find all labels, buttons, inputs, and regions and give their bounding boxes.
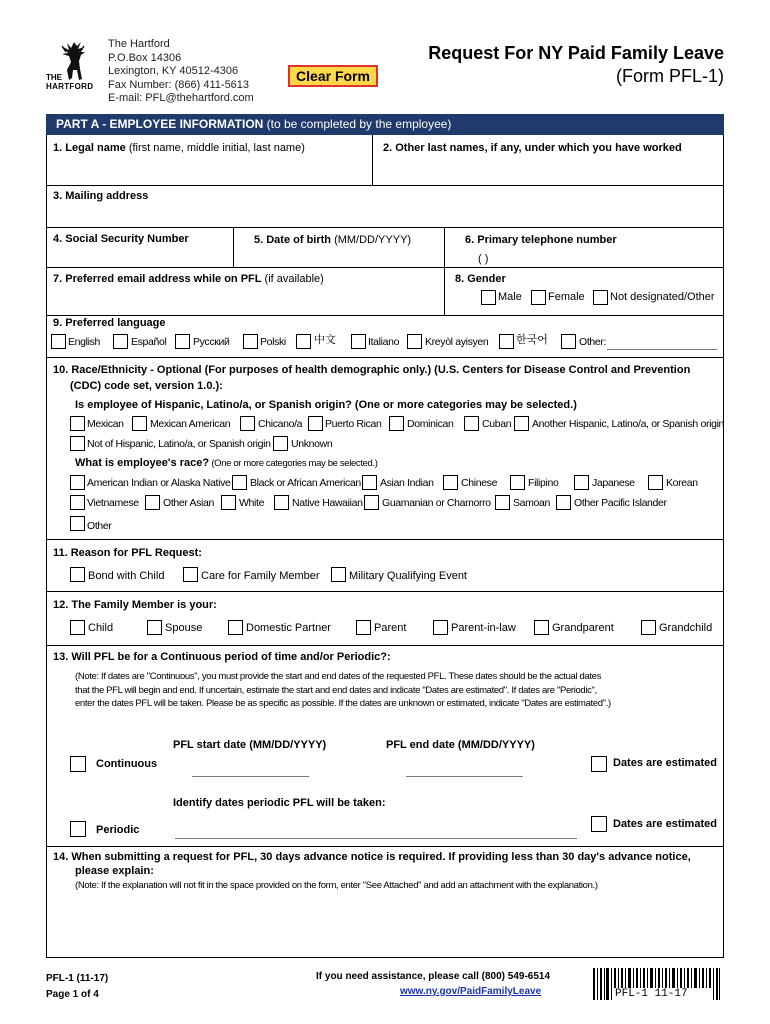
field-4-label: 4. Social Security Number — [53, 233, 189, 245]
race-japanese-checkbox[interactable] — [574, 475, 589, 490]
field-3-label: 3. Mailing address — [53, 190, 149, 202]
periodic-dates-label: Identify dates periodic PFL will be taken: — [173, 797, 386, 809]
divider — [233, 227, 234, 267]
race-option: White — [239, 497, 265, 509]
dates-estimated-label: Dates are estimated — [613, 757, 717, 769]
divider — [372, 135, 373, 185]
member-option: Parent — [374, 622, 407, 634]
race-option: Vietnamese — [87, 497, 139, 509]
divider — [46, 357, 724, 358]
field-11-label: 11. Reason for PFL Request: — [53, 547, 202, 559]
field-10-label-cont: (CDC) code set, version 1.0.): — [70, 380, 223, 392]
hisp-puerto-rican-checkbox[interactable] — [308, 416, 323, 431]
divider — [46, 645, 724, 646]
gender-female-checkbox[interactable] — [531, 290, 546, 305]
race-option: Black or African American — [250, 477, 361, 489]
lang-chinese-checkbox[interactable] — [296, 334, 311, 349]
start-date-label: PFL start date (MM/DD/YYYY) — [173, 739, 327, 751]
member-option: Domestic Partner — [246, 622, 331, 634]
reason-option: Bond with Child — [88, 570, 165, 582]
continuous-checkbox[interactable] — [70, 756, 86, 772]
lang-english-checkbox[interactable] — [51, 334, 66, 349]
end-date-input[interactable] — [406, 776, 523, 777]
footer-page-number: Page 1 of 4 — [46, 989, 99, 1000]
lang-russian-checkbox[interactable] — [175, 334, 190, 349]
barcode-text: PFL-1 11-17 — [615, 988, 688, 1000]
field-14-label: 14. When submitting a request for PFL, 30 days advance notice is required. If providing less than 30 day's advance notice, — [53, 851, 691, 863]
field-10-label: 10. Race/Ethnicity - Optional (For purposes of health demographic only.) (U.S. Centers for Disease Control and Prevention — [53, 364, 691, 376]
race-option: Japanese — [592, 477, 635, 489]
periodic-dates-input[interactable] — [175, 838, 577, 839]
member-option: Spouse — [165, 622, 203, 634]
reason-care-checkbox[interactable] — [183, 567, 198, 582]
company-line: Fax Number: (866) 411-5613 — [108, 78, 250, 91]
race-option: Native Hawaiian — [292, 497, 363, 509]
company-address — [108, 38, 254, 106]
race-option: Guamanian or Chamorro — [382, 497, 491, 509]
gender-other-checkbox[interactable] — [593, 290, 608, 305]
end-date-label: PFL end date (MM/DD/YYYY) — [386, 739, 535, 751]
hispanic-question: Is employee of Hispanic, Latino/a, or Spanish origin? (One or more categories may be selected.) — [75, 399, 577, 411]
race-other-asian-checkbox[interactable] — [145, 495, 160, 510]
lang-korean-checkbox[interactable] — [499, 334, 514, 349]
hispanic-option: Chicano/a — [258, 418, 303, 430]
divider — [46, 227, 724, 228]
language-option: 한국어 — [516, 334, 548, 346]
form-title: Request For NY Paid Family Leave — [428, 43, 724, 63]
periodic-estimated-checkbox[interactable] — [591, 816, 607, 832]
language-option: Español — [131, 336, 167, 348]
company-line: Lexington, KY 40512-4306 — [108, 65, 239, 78]
race-option: Samoan — [513, 497, 551, 509]
member-grandparent-checkbox[interactable] — [534, 620, 549, 635]
part-a-title: PART A - EMPLOYEE INFORMATION — [56, 117, 264, 131]
hispanic-option: Not of Hispanic, Latino/a, or Spanish origin — [87, 438, 271, 450]
part-a-subtitle: (to be completed by the employee) — [263, 117, 452, 131]
continuous-label: Continuous — [96, 758, 158, 770]
company-line: The Hartford — [108, 38, 170, 50]
divider — [46, 315, 724, 316]
divider — [46, 185, 724, 186]
language-option: Русский — [193, 336, 230, 348]
field-13-label: 13. Will PFL be for a Continuous period of time and/or Periodic?: — [53, 651, 391, 663]
race-option: Other Pacific Islander — [574, 497, 667, 509]
language-option: 中文 — [314, 334, 336, 346]
race-korean-checkbox[interactable] — [648, 475, 663, 490]
member-option: Grandparent — [552, 622, 614, 634]
hisp-chicano-checkbox[interactable] — [240, 416, 255, 431]
gender-option: Female — [548, 291, 585, 303]
member-option: Child — [88, 622, 114, 634]
hispanic-option: Puerto Rican — [325, 418, 382, 430]
race-samoan-checkbox[interactable] — [495, 495, 510, 510]
lang-creole-checkbox[interactable] — [407, 334, 422, 349]
member-option: Grandchild — [659, 622, 713, 634]
field-2-label: 2. Other last names, if any, under which you have worked — [383, 142, 682, 154]
hispanic-option: Unknown — [291, 438, 333, 450]
race-question: What is employee's race? (One or more categories may be selected.) — [75, 457, 378, 469]
hisp-dominican-checkbox[interactable] — [389, 416, 404, 431]
hispanic-option: Mexican American — [150, 418, 231, 430]
start-date-input[interactable] — [192, 776, 309, 777]
race-chinese-checkbox[interactable] — [443, 475, 458, 490]
language-option: English — [68, 336, 100, 348]
race-native-hawaiian-checkbox[interactable] — [274, 495, 289, 510]
footer-link[interactable]: www.ny.gov/PaidFamilyLeave — [400, 986, 542, 997]
hisp-mexican-american-checkbox[interactable] — [132, 416, 147, 431]
divider — [46, 846, 724, 847]
race-option: Filipino — [528, 477, 559, 489]
race-option: Korean — [666, 477, 698, 489]
gender-option: Male — [498, 291, 522, 303]
field-5-label: 5. Date of birth (MM/DD/YYYY) — [254, 234, 412, 246]
part-a-header — [46, 114, 724, 135]
divider — [46, 539, 724, 540]
field-14-note: (Note: If the explanation will not fit in the space provided on the form, enter "See Attached" and add an attachment with the explanation.) — [75, 880, 598, 891]
clear-form-button[interactable]: Clear Form — [288, 65, 378, 87]
lang-italian-checkbox[interactable] — [351, 334, 366, 349]
race-white-checkbox[interactable] — [221, 495, 236, 510]
continuous-estimated-checkbox[interactable] — [591, 756, 607, 772]
race-pacific-islander-checkbox[interactable] — [556, 495, 571, 510]
member-option: Parent-in-law — [451, 622, 516, 634]
hispanic-option: Cuban — [482, 418, 512, 430]
other-language-input[interactable] — [607, 349, 717, 350]
hisp-mexican-checkbox[interactable] — [70, 416, 85, 431]
gender-option: Not designated/Other — [610, 291, 715, 303]
lang-spanish-checkbox[interactable] — [113, 334, 128, 349]
member-parent-in-law-checkbox[interactable] — [433, 620, 448, 635]
divider — [46, 591, 724, 592]
company-line: E-mail: PFL@thehartford.com — [108, 92, 254, 105]
race-option: Chinese — [461, 477, 498, 489]
race-asian-indian-checkbox[interactable] — [362, 475, 377, 490]
field-9-label: 9. Preferred language — [53, 317, 166, 329]
lang-other-checkbox[interactable] — [561, 334, 576, 349]
reason-option: Care for Family Member — [201, 570, 320, 582]
hispanic-option: Another Hispanic, Latino/a, or Spanish origin — [532, 418, 725, 430]
field-8-label: 8. Gender — [455, 273, 506, 285]
dates-estimated-label: Dates are estimated — [613, 818, 717, 830]
divider — [444, 267, 724, 268]
field-14-label-cont: please explain: — [75, 865, 154, 877]
race-black-checkbox[interactable] — [232, 475, 247, 490]
phone-area-code[interactable]: ( ) — [478, 253, 489, 265]
hispanic-option: Dominican — [407, 418, 454, 430]
hisp-another-checkbox[interactable] — [514, 416, 529, 431]
member-grandchild-checkbox[interactable] — [641, 620, 656, 635]
race-other-checkbox[interactable] — [70, 516, 85, 531]
logo-text-hartford: HARTFORD — [46, 82, 94, 91]
race-option: American Indian or Alaska Native — [87, 477, 231, 489]
logo-text-the: THE — [46, 73, 62, 82]
divider — [46, 267, 444, 268]
reason-military-checkbox[interactable] — [331, 567, 346, 582]
field-13-note: (Note: If dates are "Continuous", you must provide the start and end dates of the requested PFL. These dates should be the actual dates that the PFL will begin and end. If uncertain, estimate the start and end dates and indicate "Dates are estimated". If dates are "Periodic", enter the dates PFL will be taken. Please be as specific as possible. If the dates are unknown or estimated, indicate "Dates are estimated".) — [75, 671, 611, 709]
hisp-unknown-checkbox[interactable] — [273, 436, 288, 451]
field-1-label: 1. Legal name (first name, middle initial, last name) — [53, 142, 305, 154]
member-parent-checkbox[interactable] — [356, 620, 371, 635]
race-option: Other — [87, 520, 112, 532]
footer-assistance: If you need assistance, please call (800) 549-6514 — [316, 971, 551, 982]
lang-polish-checkbox[interactable] — [243, 334, 258, 349]
language-option: Other: — [579, 336, 607, 348]
race-vietnamese-checkbox[interactable] — [70, 495, 85, 510]
reason-option: Military Qualifying Event — [349, 570, 467, 582]
form-subtitle: (Form PFL-1) — [616, 66, 724, 86]
language-option: Italiano — [368, 336, 400, 348]
hisp-not-hispanic-checkbox[interactable] — [70, 436, 85, 451]
periodic-label: Periodic — [96, 824, 140, 836]
footer-form-id: PFL-1 (11-17) — [46, 973, 109, 984]
periodic-checkbox[interactable] — [70, 821, 86, 837]
gender-male-checkbox[interactable] — [481, 290, 496, 305]
company-line: P.O.Box 14306 — [108, 51, 182, 64]
field-6-label: 6. Primary telephone number — [465, 234, 617, 246]
race-guamanian-checkbox[interactable] — [364, 495, 379, 510]
race-american-indian-checkbox[interactable] — [70, 475, 85, 490]
reason-bond-checkbox[interactable] — [70, 567, 85, 582]
language-option: Polski — [260, 336, 286, 348]
hispanic-option: Mexican — [87, 418, 124, 430]
race-filipino-checkbox[interactable] — [510, 475, 525, 490]
member-spouse-checkbox[interactable] — [147, 620, 162, 635]
field-12-label: 12. The Family Member is your: — [53, 599, 217, 611]
field-7-label: 7. Preferred email address while on PFL (if available) — [53, 273, 324, 285]
divider — [444, 227, 445, 315]
member-child-checkbox[interactable] — [70, 620, 85, 635]
hisp-cuban-checkbox[interactable] — [464, 416, 479, 431]
language-option: Kreyòl ayisyen — [425, 336, 489, 348]
member-partner-checkbox[interactable] — [228, 620, 243, 635]
race-option: Asian Indian — [380, 477, 434, 489]
race-option: Other Asian — [163, 497, 215, 509]
